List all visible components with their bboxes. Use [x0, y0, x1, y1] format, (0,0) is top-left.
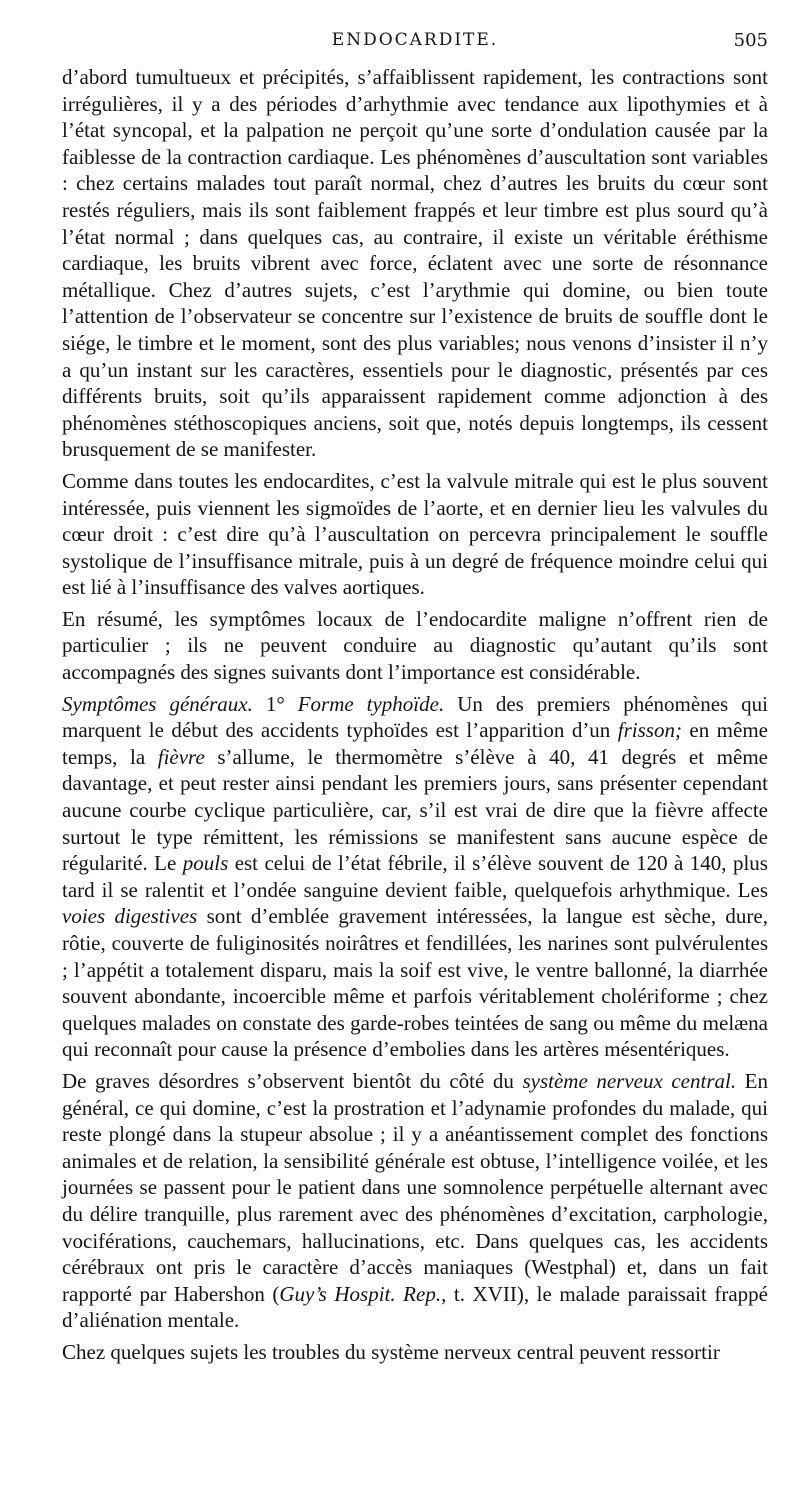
text-run: s’allume, le thermomètre s’élève à 40, 41 degrés et même davantage, et peut rester ainsi pendant les premiers jours, sans présenter cependant aucune courbe cyclique particulière, car, s’il est vrai de dire que la fièvre affecte surtout le type rémittent, les rémissions se manifestent sans aucune espèce de régularité. Le — [62, 744, 768, 876]
text-run: Chez quelques sujets les troubles du système nerveux central peuvent ressortir — [62, 1339, 720, 1364]
text-run: est celui de l’état fébrile, il s’élève souvent de 120 à 140, plus tard il se ralentit et l’ondée sanguine devient faible, quelquefois arhythmique. Les — [62, 851, 768, 902]
running-title: ENDOCARDITE. — [331, 30, 499, 50]
text-run: En général, ce qui domine, c’est la prostration et l’adynamie profondes du malade, qui reste plongé dans la stupeur absolue ; il y a anéantissement complet des fonctions animales et de relation, la sensibilité générale est obtuse, l’intelligence voilée, et les journées se passent pour le patient dans une somnolence perpétuelle alternant avec du délire tranquille, plus rarement avec des phénomènes d’excitation, carphologie, vociférations, cauchemars, hallucinations, etc. Dans quelques cas, les accidents cérébraux ont pris le caractère d’accès maniaques (Westphal) et, dans un fait rapporté par Habershon ( — [62, 1068, 768, 1306]
page-number: 505 — [733, 30, 768, 51]
text-run: En résumé, les symptômes locaux de l’endocardite maligne n’offrent rien de particulier ; ils ne peuvent conduire au diagnostic qu’autant qu’ils sont accompagnés des signes suivants dont l’importance est considérable. — [62, 606, 768, 685]
paragraph — [62, 691, 768, 1063]
italic-text-run: fièvre — [157, 744, 205, 769]
text-run: sont d’emblée gravement intéressées, la langue est sèche, dure, rôtie, couverte de fuliginosités noirâtres et fendillées, les narines sont pulvérulentes ; l’appétit a totalement disparu, mais la soif est vive, le ventre ballonné, la diarrhée souvent abondante, incoercible même et parfois véritablement cholériforme ; chez quelques malades on constate des garde-robes teintées de sang ou même du melæna qui reconnaît pour cause la présence d’embolies dans les artères mésentériques. — [62, 904, 768, 1062]
text-run: Comme dans toutes les endocardites, c’est la valvule mitrale qui est le plus souvent intéressée, puis viennent les sigmoïdes de l’aorte, et en dernier lieu les valvules du cœur droit : c’est dire qu’à l’auscultation on percevra principalement le souffle systolique de l’insuffisance mitrale, puis à un degré de fréquence moindre celui qui est lié à l’insuffisance des valves aortiques. — [62, 468, 768, 600]
italic-text-run: Guy’s Hospit. Rep. — [279, 1281, 442, 1306]
text-run: De graves désordres s’observent bientôt du côté du — [62, 1068, 523, 1093]
paragraph — [62, 606, 768, 686]
paragraph — [62, 1068, 768, 1334]
text-run: d’abord tumultueux et précipités, s’affaiblissent rapidement, les contractions sont irrégulières, il y a des périodes d’arhythmie avec tendance aux lipothymies et à l’état syncopal, et la palpation ne perçoit qu’une sorte d’ondulation causée par la faiblesse de la contraction cardiaque. Les phénomènes d’auscultation sont variables : chez certains malades tout paraît normal, chez d’autres les bruits du cœur sont restés réguliers, mais ils sont faiblement frappés et leur timbre est plus sourd qu’à l’état normal ; dans quelques cas, au contraire, il existe un véritable éréthisme cardiaque, les bruits vibrent avec force, éclatent avec une sorte de résonnance métallique. Chez d’autres sujets, c’est l’arythmie qui domine, ou bien toute l’attention de l’observateur se concentre sur l’existence de bruits de souffle dont le siége, le timbre et le moment, sont des plus variables; nous venons d’insister il n’y a qu’un instant sur les caractères, essentiels pour le diagnostic, présentés par ces différents bruits, soit qu’ils apparaissent rapidement comme adjonction à des phénomènes stéthoscopiques anciens, soit que, notés depuis longtemps, ils cessent brusquement de se manifester. — [62, 65, 768, 462]
text-run: , t. XVII), le malade paraissait frappé d’aliénation mentale. — [62, 1281, 768, 1333]
bleed-through-marks — [300, 1460, 620, 1466]
text-run: 1° — [252, 691, 298, 716]
body-text — [62, 64, 768, 1371]
italic-text-run: Forme typhoïde. — [297, 691, 445, 716]
italic-text-run: Symptômes généraux. — [62, 691, 253, 716]
text-run: Un des premiers phénomènes qui marquent le début des accidents typhoïdes est l’apparition d’un — [62, 691, 769, 743]
italic-text-run: voies digestives — [62, 904, 198, 929]
paragraph — [62, 64, 768, 463]
italic-text-run: système nerveux central. — [522, 1068, 737, 1093]
paragraph — [62, 468, 768, 601]
italic-text-run: frisson; — [617, 718, 682, 743]
paragraph — [62, 1339, 768, 1366]
text-run: en même temps, la — [62, 718, 768, 769]
italic-text-run: pouls — [182, 851, 229, 876]
page-header — [62, 30, 768, 60]
